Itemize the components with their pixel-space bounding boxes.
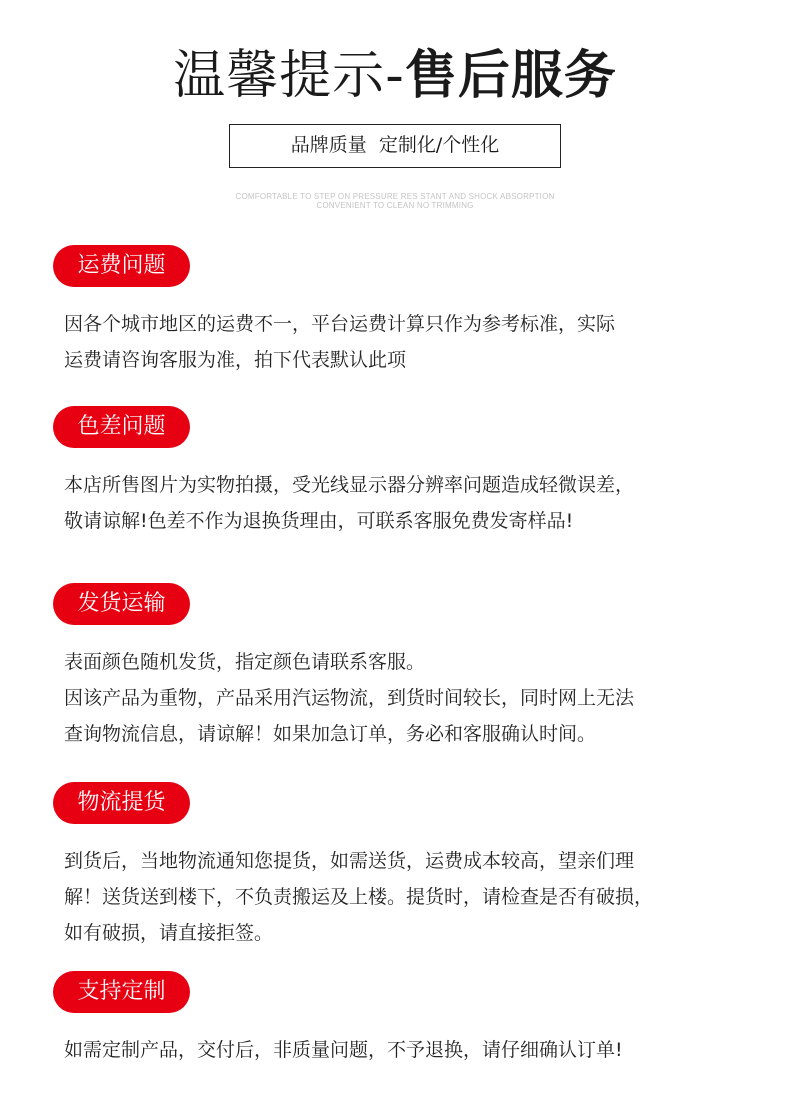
section-line: 如有破损，请直接拒签。 [64, 922, 274, 944]
section-label-delivery: 发货运输 [53, 583, 190, 625]
section-label-color-difference: 色差问题 [53, 406, 190, 448]
section-line: 因该产品为重物，产品采用汽运物流，到货时间较长，同时网上无法 [64, 687, 635, 709]
section-text-shipping-fee [64, 306, 764, 378]
subtitle-box: 品牌质量 定制化/个性化 [229, 124, 561, 168]
section-text-delivery [64, 644, 764, 752]
section-text-color-difference [64, 467, 764, 539]
section-line: 运费请咨询客服为准，拍下代表默认此项 [64, 349, 407, 371]
section-label-pickup: 物流提货 [53, 782, 190, 824]
section-label-shipping-fee: 运费问题 [53, 245, 190, 287]
section-line: 到货后，当地物流通知您提货，如需送货，运费成本较高，望亲们理 [64, 850, 635, 872]
section-line: 如需定制产品，交付后，非质量问题，不予退换，请仔细确认订单! [64, 1039, 623, 1061]
section-line: 查询物流信息，请谅解！如果加急订单，务必和客服确认时间。 [64, 723, 597, 745]
title-bold-part: 售后服务 [404, 46, 617, 106]
tagline-line-1: COMFORTABLE TO STEP ON PRESSURE RES STANT AND SHOCK ABSORPTION [235, 192, 555, 201]
section-text-pickup [64, 843, 764, 951]
section-text-customization [64, 1032, 764, 1068]
section-line: 表面颜色随机发货，指定颜色请联系客服。 [64, 651, 426, 673]
page-title [0, 38, 790, 114]
section-line: 解！送货送到楼下，不负责搬运及上楼。提货时，请检查是否有破损， [64, 886, 654, 908]
tagline-line-2: CONVENIENT TO CLEAN NO TRIMMING [316, 201, 474, 210]
section-line: 本店所售图片为实物拍摄，受光线显示器分辨率问题造成轻微误差， [64, 474, 635, 496]
section-line: 敬请谅解!色差不作为退换货理由，可联系客服免费发寄样品! [64, 510, 574, 532]
section-label-customization: 支持定制 [53, 971, 190, 1013]
section-line: 因各个城市地区的运费不一，平台运费计算只作为参考标准，实际 [64, 313, 616, 335]
title-light-part: 温馨提示- [173, 46, 405, 106]
